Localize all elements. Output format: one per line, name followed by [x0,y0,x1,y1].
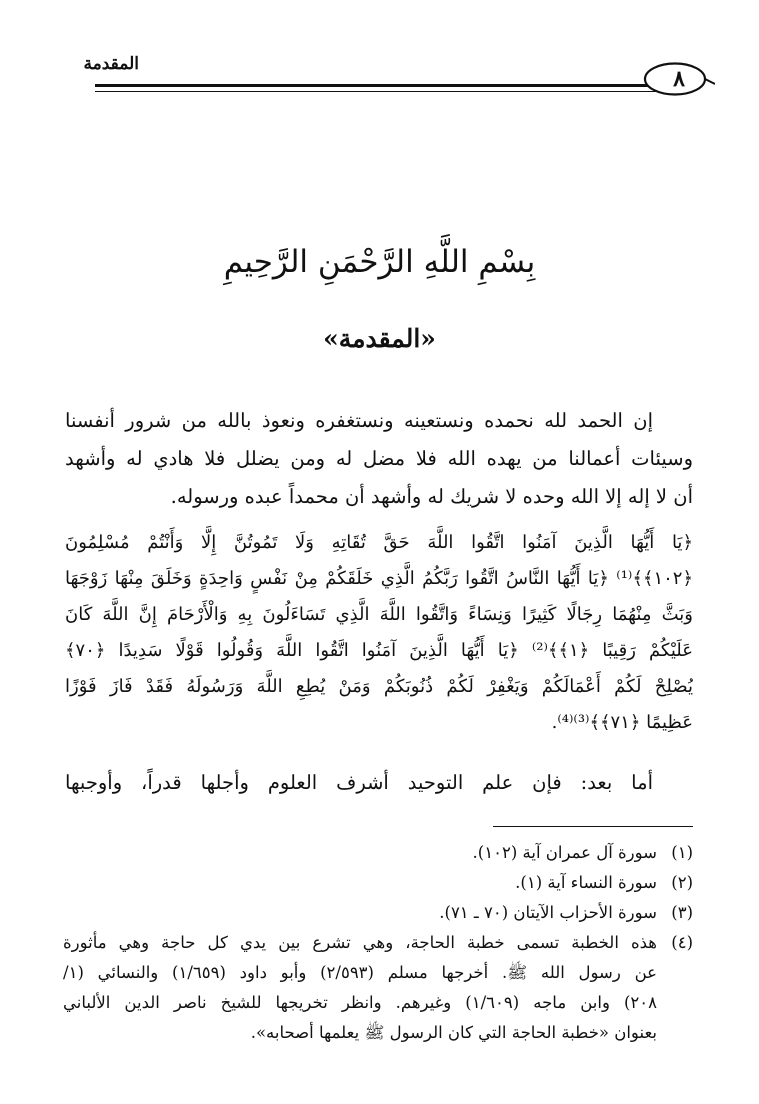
page-number: ٨ [673,66,685,92]
intro-paragraph [65,402,693,516]
footnote-number: (٤) [671,933,693,952]
running-header-title: المقدمة [83,54,139,74]
footnote-number: (٢) [671,873,693,892]
quran-verses [65,525,693,741]
verse-line: يُصْلِحْ لَكُمْ أَعْمَالَكُمْ وَيَغْفِرْ لَكُمْ ذُنُوبَكُمْ وَمَنْ يُطِعِ اللَّهَ وَرَسُولَهُ فَقَدْ فَازَ فَوْزًا [65,676,693,697]
text-line: إن الحمد لله نحمده ونستعينه ونستغفره ونعوذ بالله من شرور أنفسنا [65,409,653,432]
footnotes [63,838,693,1048]
verse-line: عَظِيمًا ﴿٧١﴾﴾⁽³⁾⁽⁴⁾. [551,712,693,733]
footnote-4 [63,928,693,1048]
verse-line: ﴿يَا أَيُّهَا الَّذِينَ آمَنُوا اتَّقُوا اللَّهَ حَقَّ تُقَاتِهِ وَلَا تَمُوتُنَّ إِلَّا وَأَنْتُمْ مُسْلِمُونَ [65,532,693,553]
verse-line: عَلَيْكُمْ رَقِيبًا ﴿١﴾﴾⁽²⁾ ﴿يَا أَيُّهَا الَّذِينَ آمَنُوا اتَّقُوا اللَّهَ وَقُولُوا قَوْلًا سَدِيدًا ﴿٧٠﴾ [65,640,693,661]
text-line: وسيئات أعمالنا من يهده الله فلا مضل له ومن يضلل فلا هادي له وأشهد [65,447,693,470]
basmala: بِسْمِ اللَّهِ الرَّحْمَنِ الرَّحِيمِ [223,244,536,280]
second-paragraph [65,764,693,802]
text-line: أما بعد: فإن علم التوحيد أشرف العلوم وأجلها قدراً، وأوجبها [65,771,653,794]
footnote-1 [63,838,693,868]
footnote-number: (٣) [671,903,693,922]
footnote-line: عن رسول الله ﷺ. أخرجها مسلم (٢/٥٩٣) وأبو داود (١/٦٥٩) والنسائي (١/ [63,963,657,982]
footnote-line: سورة الأحزاب الآيتان (٧٠ ـ ٧١). [439,903,657,922]
header-rule-thin [95,91,691,92]
verse-line: ﴿١٠٢﴾﴾⁽¹⁾ ﴿يَا أَيُّهَا النَّاسُ اتَّقُوا رَبَّكُمُ الَّذِي خَلَقَكُمْ مِنْ نَفْسٍ وَاحِدَةٍ وَخَلَقَ مِنْهَا زَوْجَهَا [65,568,693,589]
footnote-3 [63,898,693,928]
footnote-2 [63,868,693,898]
footnote-line: بعنوان «خطبة الحاجة التي كان الرسول ﷺ يعلمها أصحابه». [250,1023,657,1042]
verse-line: وَبَثَّ مِنْهُمَا رِجَالًا كَثِيرًا وَنِسَاءً وَاتَّقُوا اللَّهَ الَّذِي تَسَاءَلُونَ بِهِ وَالْأَرْحَامَ إِنَّ اللَّهَ كَانَ [65,604,693,625]
chapter-title: «المقدمة» [323,324,436,353]
footnote-line: سورة النساء آية (١). [515,873,657,892]
text-line: أن لا إله إلا الله وحده لا شريك له وأشهد أن محمداً عبده ورسوله. [170,485,693,508]
header-rule-thick [95,84,691,87]
footnote-number: (١) [671,843,693,862]
footnote-line: ٢٠٨) وابن ماجه (١/٦٠٩) وغيرهم. وانظر تخريجها للشيخ ناصر الدين الألباني [63,993,657,1012]
footnote-separator [493,826,693,827]
footnote-line: هذه الخطبة تسمى خطبة الحاجة، وهي تشرع بين يدي كل حاجة وهي مأثورة [63,933,657,952]
footnote-line: سورة آل عمران آية (١٠٢). [472,843,657,862]
